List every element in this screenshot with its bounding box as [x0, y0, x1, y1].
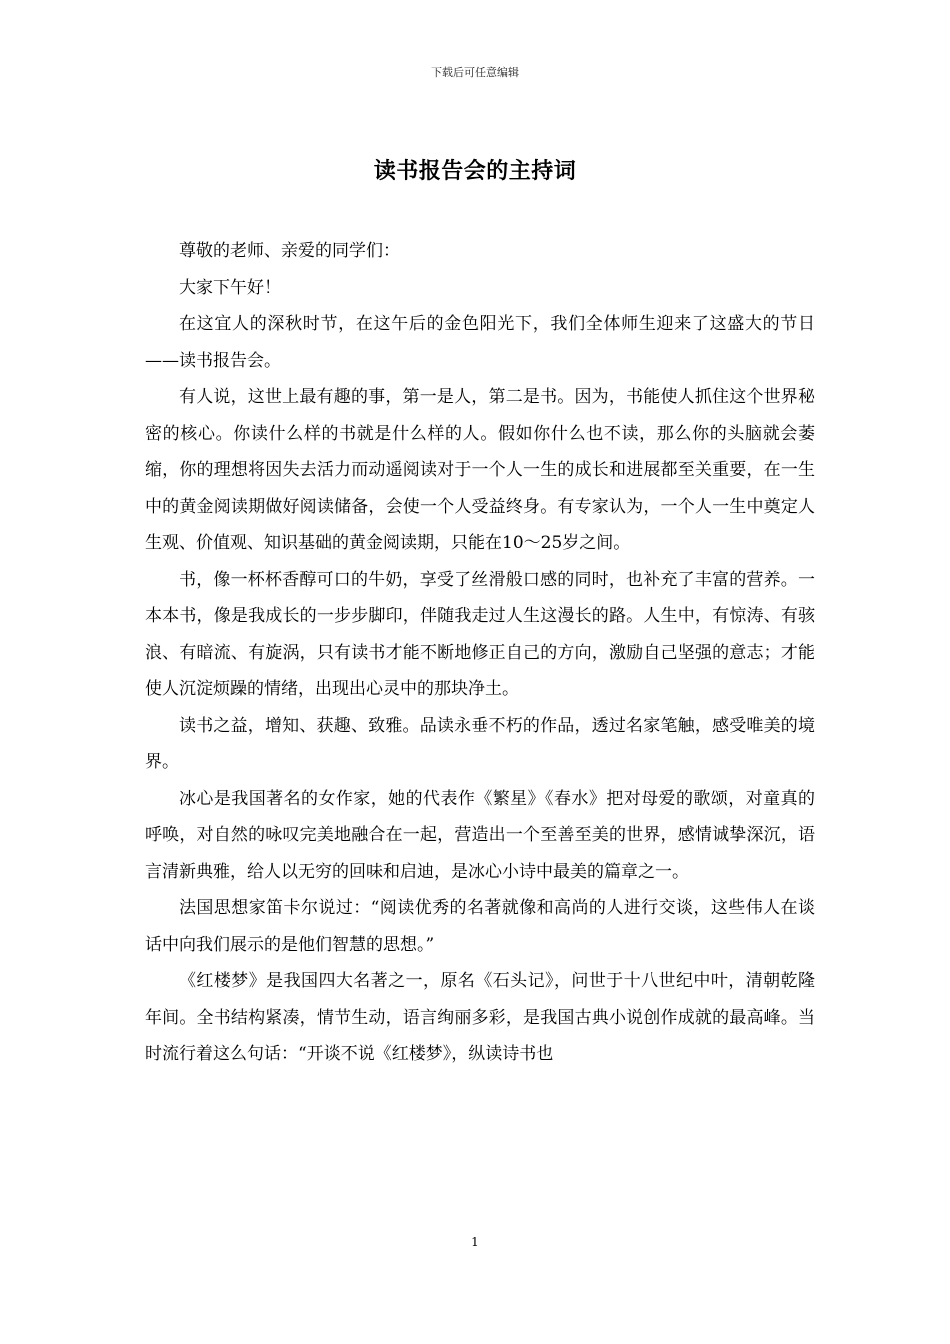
paragraph-opening: 在这宜人的深秋时节，在这午后的金色阳光下，我们全体师生迎来了这盛大的节日——读书报告会。: [145, 314, 815, 371]
header-note: 下载后可任意编辑: [431, 66, 519, 79]
paragraph-book-milk: 书，像一杯杯香醇可口的牛奶，享受了丝滑般口感的同时，也补充了丰富的营养。一本本书，像是我成长的一步步脚印，伴随我走过人生这漫长的路。人生中，有惊涛、有骇浪、有暗流、有旋涡，只有读书才能不断地修正自己的方向，激励自己坚强的意志；才能使人沉淀烦躁的情绪，出现出心灵中的那块净土。: [145, 569, 815, 699]
paragraph-reading-importance: 有人说，这世上最有趣的事，第一是人，第二是书。因为，书能使人抓住这个世界秘密的核心。你读什么样的书就是什么样的人。假如你什么也不读，那么你的头脑就会萎缩，你的理想将因失去活力而动遥阅读对于一个人一生的成长和进展都至关重要，在一生中的黄金阅读期做好阅读储备，会使一个人受益终身。有专家认为，一个人一生中奠定人生观、价值观、知识基础的黄金阅读期，只能在10～25岁之间。: [145, 387, 815, 553]
paragraph-bing-xin: 冰心是我国著名的女作家，她的代表作《繁星》《春水》把对母爱的歌颂，对童真的呼唤，对自然的咏叹完美地融合在一起，营造出一个至善至美的世界，感情诚挚深沉，语言清新典雅，给人以无穷的回味和启迪，是冰心小诗中最美的篇章之一。: [145, 788, 815, 882]
paragraph-good-afternoon: 大家下午好！: [179, 277, 281, 298]
paragraph-greeting: 尊敬的老师、亲爱的同学们：: [179, 241, 400, 261]
paragraph-reading-benefits: 读书之益，增知、获趣、致雅。品读永垂不朽的作品，透过名家笔触，感受唯美的境界。: [145, 715, 815, 772]
document-body: [145, 233, 815, 1073]
document-title: 读书报告会的主持词: [373, 158, 577, 184]
paragraph-dream-red-chamber: 《红楼梦》是我国四大名著之一，原名《石头记》，问世于十八世纪中叶，清朝乾隆年间。全书结构紧凑，情节生动，语言绚丽多彩，是我国古典小说创作成就的最高峰。当时流行着这么句话：“开谈不说《红楼梦》，纵读诗书也: [145, 971, 815, 1064]
page-number: 1: [471, 1235, 479, 1249]
paragraph-descartes: 法国思想家笛卡尔说过：“阅读优秀的名著就像和高尚的人进行交谈，这些伟人在谈话中向我们展示的是他们智慧的思想。”: [145, 898, 815, 955]
